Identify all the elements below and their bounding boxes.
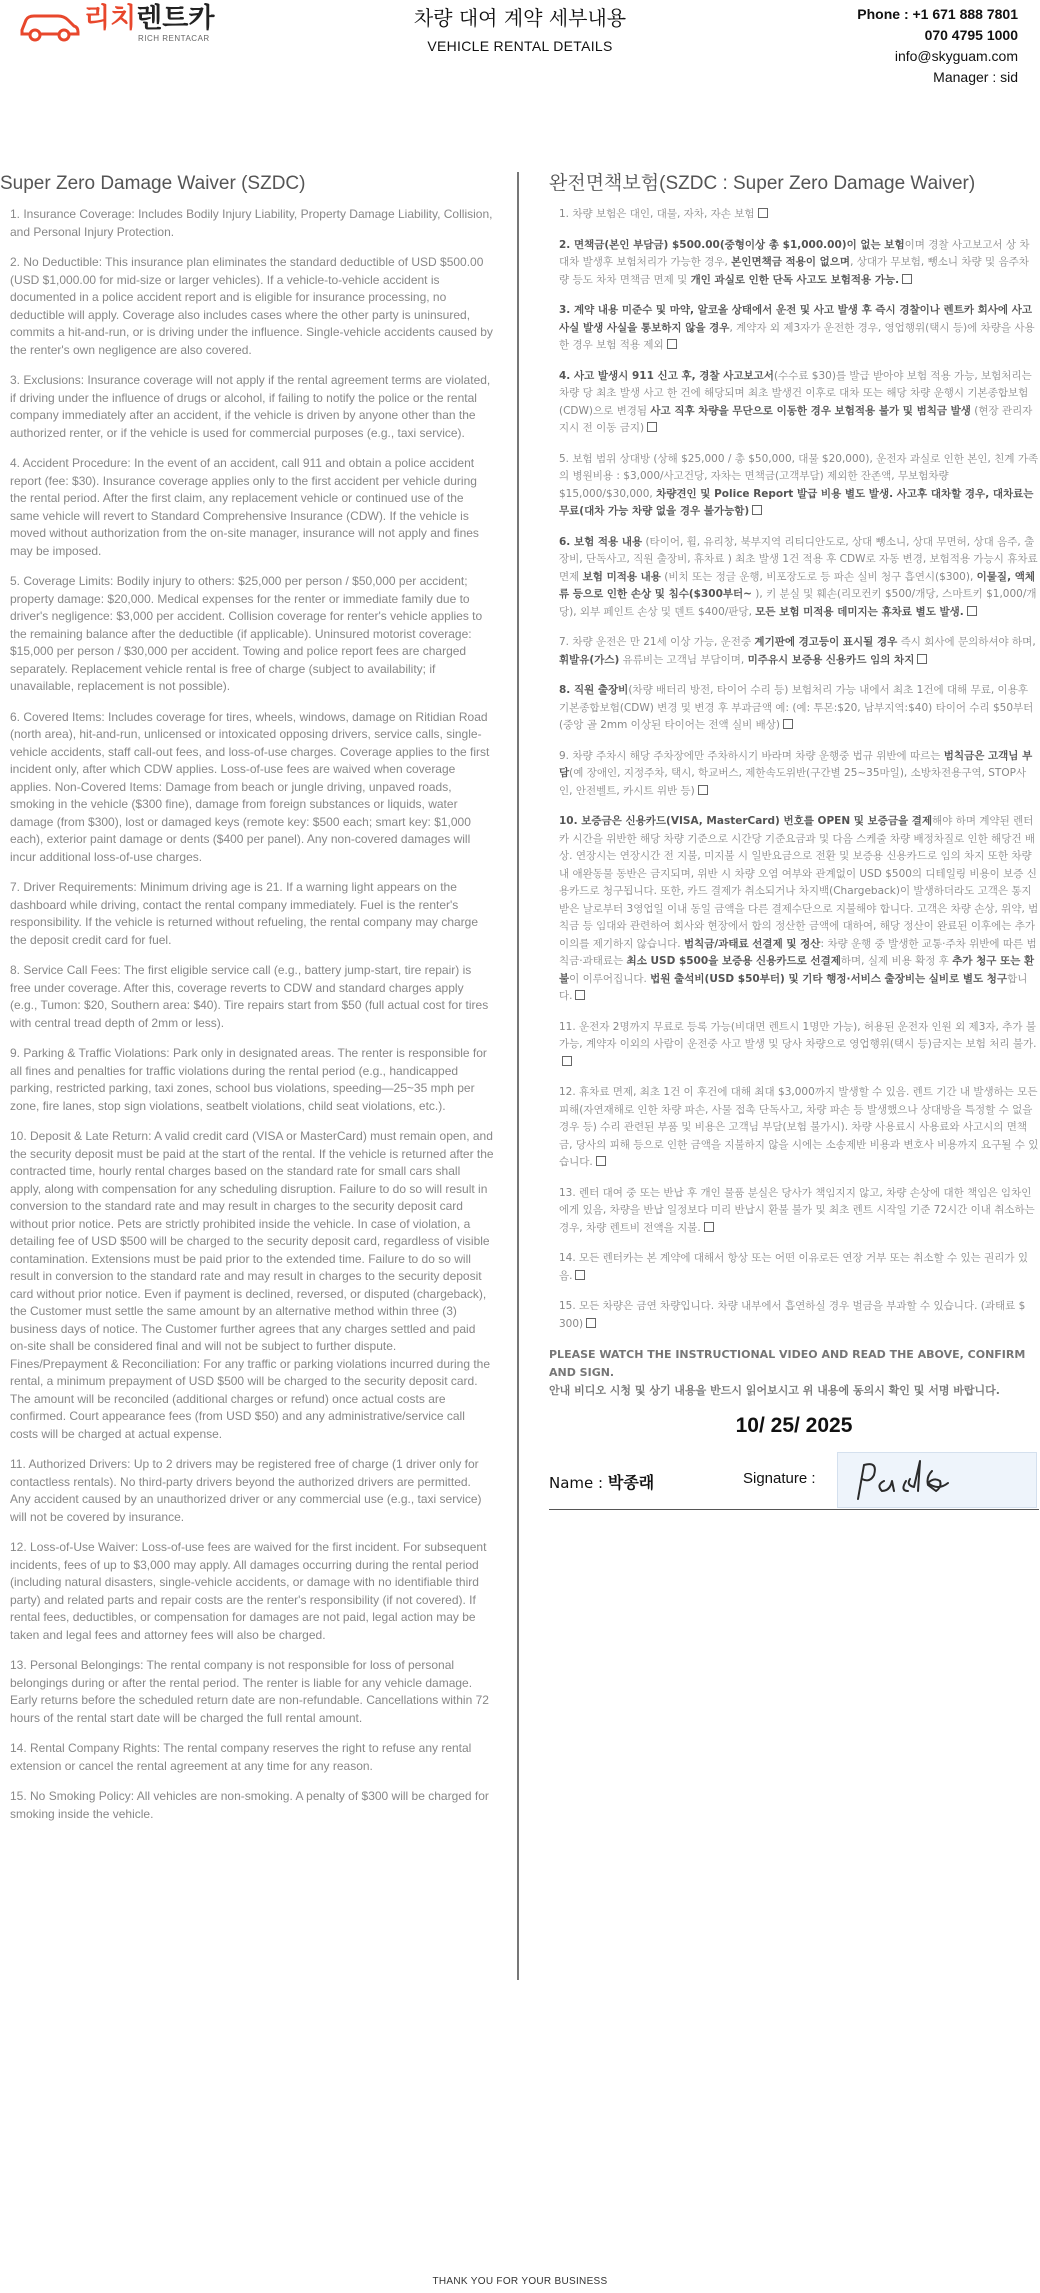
sign-notice-korean: 안내 비디오 시청 및 상기 내용을 반드시 읽어보시고 위 내용에 동의시 확인 및 서명 바랍니다. xyxy=(549,1384,1000,1397)
contract-date: 10/ 25/ 2025 xyxy=(735,1414,853,1437)
sign-notice xyxy=(549,1346,1039,1400)
agree-checkbox[interactable] xyxy=(704,1222,714,1232)
term-paragraph: 6. Covered Items: Includes coverage for tires, wheels, windows, damage on Ritidian Road (north area), hit-and-run, unlicensed or intoxicated opposing drivers, service calls, single-vehicle accidents, staff call-out fees, and loss-of-use charges. Coverage applies to the first incident only, after which CDW applies. Loss-of-use fees are waived when coverage applies. Non-Covered Items: Damage from beach or jungle driving, unpaved roads, smoking in the vehicle ($300 fine), damage from foreign substances or liquids, water damage (from $300), lost or damaged keys (remote key: $500 each; smart key: $1,000 each), exterior paint damage or dents ($400 per panel). Any non-covered damages will incur additional loss-of-use charges. xyxy=(10,709,490,864)
term-text: 하며, 실제 비용 확정 후 xyxy=(840,955,953,967)
agree-checkbox[interactable] xyxy=(647,422,657,432)
term-paragraph-ko xyxy=(559,206,1039,224)
term-bold: 4. 사고 발생시 911 신고 후, 경찰 사고보고서 xyxy=(559,369,774,382)
term-bold: 휘발유(가스) xyxy=(559,653,620,666)
header xyxy=(0,0,1040,100)
term-paragraph: 12. Loss-of-Use Waiver: Loss-of-use fees are waived for the first incident. For subsequent incidents, fees of up to $3,000 may apply. All damages occurring during the rental period (including natural disasters, single-vehicle accidents, or damage with no identifiable third party) and related parts and repair costs are the renter's responsibility (if not covered). If rental fees, deductibles, or compensation for damages are not paid, legal action may be taken and legal fees and attorney fees will also be charged. xyxy=(10,1540,487,1642)
term-text: 14. 모든 렌터카는 본 계약에 대해서 항상 또는 어떤 이유로든 연장 거부 또는 취소할 수 있는 권리가 있음. xyxy=(559,1252,1029,1282)
term-paragraph: 4. Accident Procedure: In the event of an accident, call 911 and obtain a police accident report (fee: $30). Insurance coverage applies only to the first accident per vehicle during the rental period. After the first claim, any replacement vehicle or continued use of the same vehicle will revert to Standard Comprehensive Insurance (CDW). If the vehicle is moved without authorization from the on-site manager, insurance will not apply and fines may be imposed. xyxy=(10,456,479,558)
company-logo xyxy=(18,4,238,44)
term-paragraph-ko xyxy=(559,748,1039,801)
term-bold: 8. 직원 출장비 xyxy=(559,684,629,696)
term-paragraph-ko xyxy=(559,1019,1039,1072)
term-text: 13. 렌터 대여 중 또는 반납 후 개인 물품 분실은 당사가 책임지지 않고, 차량 손상에 대한 책임은 임차인에게 있음, 차량을 반납 일정보다 미리 반납시 환불 불가 및 최초 렌트 시작일 기준 72시간 이내 취소하는 경우, 차량 렌트비 전액을 지불. xyxy=(559,1186,1035,1234)
term-text: 합니다. xyxy=(559,972,1028,1002)
term-text: 9. 차량 주차시 해당 주차장에만 주차하시기 바라며 차량 운행중 법규 위반에 따르는 xyxy=(559,749,944,762)
term-paragraph: 13. Personal Belongings: The rental company is not responsible for loss of personal belongings during or after the rental period. The renter is liable for any vehicle damage. Early returns before the scheduled return date are non-refundable. Cancellations within 72 hours of the rental start date will be charged the full rental amount. xyxy=(10,1658,489,1725)
agree-checkbox[interactable] xyxy=(667,339,677,349)
brand-name-dark: 렌트카 xyxy=(136,3,215,34)
term-text: 이며 경찰 사고보고서 상 차대차 발생후 보험처리가 가능한 경우, xyxy=(559,238,1030,268)
agree-checkbox[interactable] xyxy=(783,719,793,729)
term-paragraph-ko xyxy=(559,813,1039,1006)
signature-label: Signature : xyxy=(743,1470,816,1487)
term-text: , 계약자 외 제3자가 운전한 경우, 영업행위(택시 등)에 차량을 사용한 경우 보험 적용 제외 xyxy=(559,321,1035,351)
term-text: 이 이루어집니다. xyxy=(569,972,651,985)
term-text: : 차량 운행 중 발생한 교통·주차 위반에 따른 범칙금·과태료는 xyxy=(559,937,1037,967)
term-text: (현장 관리자 지시 전 이동 금지) xyxy=(559,404,1033,434)
term-paragraph-ko xyxy=(559,1298,1039,1333)
agree-checkbox[interactable] xyxy=(752,505,762,515)
term-bold: 범칙금/과태료 선결제 및 정산 xyxy=(683,937,821,950)
term-bold: 법원 출석비(USD $50부터) 및 기타 행정·서비스 출장비는 실비로 별도 청구 xyxy=(650,972,1008,985)
agree-checkbox[interactable] xyxy=(902,274,912,284)
term-paragraph: 2. No Deductible: This insurance plan eliminates the standard deductible of USD $500.00 (USD $1,000.00 for mid-size or larger vehicles). If a vehicle-to-vehicle accident is documented in a police accident report and is eligible for insurance processing, no deductible will apply. Coverage also includes cases where the other party is uninsured, commits a hit-and-run, or is driving under the influence. Single-vehicle accidents caused by the renter's own negligence are also covered. xyxy=(10,255,493,357)
agree-checkbox[interactable] xyxy=(575,1270,585,1280)
page-title-block xyxy=(320,4,720,54)
term-text: 즉시 회사에 문의하셔야 하며, xyxy=(897,636,1036,648)
term-paragraph: 14. Rental Company Rights: The rental company reserves the right to refuse any rental extension or cancel the rental agreement at any time for any reason. xyxy=(10,1741,472,1773)
term-bold: 추가 청구 또는 환불 xyxy=(559,955,1035,985)
agree-checkbox[interactable] xyxy=(758,208,768,218)
term-paragraph-ko xyxy=(559,1084,1039,1172)
brand-name-english: RICH RENTACAR xyxy=(138,34,210,43)
signature-row xyxy=(549,1452,1039,1510)
term-paragraph-ko xyxy=(559,302,1039,355)
term-text: 1. 차량 보험은 대인, 대물, 자차, 자손 보험 xyxy=(559,208,755,220)
term-paragraph-ko xyxy=(559,368,1039,438)
term-paragraph: 7. Driver Requirements: Minimum driving age is 21. If a warning light appears on the dashboard while driving, contact the rental company immediately. Fuel is the renter's responsibility. If the vehicle is returned without refueling, the rental company may charge the deposit credit card for fuel. xyxy=(10,880,479,947)
term-bold: 이물질, 액체류 등으로 인한 손상 및 침수($300부터~ xyxy=(559,570,1035,600)
agree-checkbox[interactable] xyxy=(575,990,585,1000)
term-bold: 차량견인 및 Police Report 발급 비용 별도 발생. 사고후 대차할 경우, 대차료는 무료(대차 가능 차량 없을 경우 불가능함) xyxy=(559,487,1034,517)
term-text: (차량 배터리 방전, 타이어 수리 등) 보험처리 가능 내에서 최초 1건에 대해 무료, 이용후 기본종합보험(CDW) 변경 및 변경 후 부과금액 예: (예: 투몬:$20, 남부지역:$40) 타이어 수리 $50부터 (중앙 골 2mm 이상된 타이어는 전액 실비 배상) xyxy=(559,684,1034,731)
brand-name-red: 리치 xyxy=(84,3,137,34)
term-bold: 6. 보험 적용 내용 xyxy=(559,535,643,548)
term-bold: 모든 보험 미적용 데미지는 휴차료 별도 발생. xyxy=(755,605,964,618)
name-label: Name : xyxy=(549,1474,604,1492)
email-address: info@skyguam.com xyxy=(894,48,1018,64)
english-section-title: Super Zero Damage Waiver (SZDC) xyxy=(0,173,306,194)
agree-checkbox[interactable] xyxy=(967,606,977,616)
term-bold: 계기판에 경고등이 표시될 경우 xyxy=(754,636,898,648)
term-paragraph: 1. Insurance Coverage: Includes Bodily Injury Liability, Property Damage Liability, Collision, and Personal Injury Protection. xyxy=(10,207,493,239)
agree-checkbox[interactable] xyxy=(917,654,927,664)
term-bold: 최소 USD $500을 보증용 신용카드로 선결제 xyxy=(626,955,841,967)
term-paragraph-ko xyxy=(559,1185,1039,1238)
page-title-korean: 차량 대여 계약 세부내용 xyxy=(413,6,627,30)
agree-checkbox[interactable] xyxy=(586,1318,596,1328)
term-text: (타이어, 휠, 유리창, 북부지역 리티디안도로, 상대 뺑소니, 상대 무면허, 상대 음주, 출장비, 단독사고, 직원 출장비, 휴차료 ) 최초 발생 1건 적용 후 CDW로 자동 변경, 보험적용 가능시 휴차료 면제 xyxy=(559,535,1038,583)
term-bold: 2. 면책금(본인 부담금) $500.00(중형이상 총 $1,000.00)이 없는 보험 xyxy=(559,238,905,251)
column-divider xyxy=(517,172,519,1980)
english-terms-column xyxy=(0,172,494,1836)
term-paragraph-ko xyxy=(559,682,1039,735)
term-bold: 범칙금은 고객님 부담 xyxy=(559,749,1033,779)
name-field xyxy=(549,1470,654,1493)
term-paragraph-ko xyxy=(559,451,1039,521)
term-text: (예 장애인, 지정주차, 택시, 학교버스, 제한속도위반(구간별 25~35마일), 소방차전용구역, STOP사인, 안전벨트, 카시트 위반 등) xyxy=(559,767,1027,797)
term-paragraph-ko xyxy=(559,237,1039,290)
term-bold: 보험 미적용 내용 xyxy=(582,570,661,583)
term-paragraph: 10. Deposit & Late Return: A valid credit card (VISA or MasterCard) must remain open, and the security deposit must be paid at the start of the rental. If the vehicle is returned after the contracted time, hourly rental charges based on the standard rate for small cars shall apply, along with compensation for any scheduling disruption. Failure to do so will result in conversion to the standard rate and may result in charges to the security deposit card without prior notice. Pets are strictly prohibited inside the vehicle. In case of violation, a detailing fee of USD $500 will be charged to the security deposit card, regardless of visible contamination. Extensions must be paid prior to the extended time. Failure to do so will result in conversion to the standard rate and may result in charges to the security deposit card without prior notice. Even if payment is declined, reversed, or disputed (chargeback), the Customer must settle the same amount by an alternative method within three (3) business days of notice. The Customer further agrees that any charges settled and paid on-site shall be considered final and will not be subject to further dispute. Fines/Prepayment & Reconciliation: For any traffic or parking violations incurred during the rental, a minimum prepayment of USD $500 will be charged to the security deposit card. The amount will be reconciled (additional charges or refund) once actual costs are confirmed. Court appearance fees (from USD $50) and any administrative/service call costs will be charged at actual expense. xyxy=(10,1129,494,1441)
name-value: 박종래 xyxy=(607,1473,655,1492)
term-bold: 사고 직후 차량을 무단으로 이동한 경우 보험적용 불가 및 범칙금 발생 xyxy=(650,404,971,417)
term-bold: 개인 과실로 인한 단독 사고도 보험적용 가능. xyxy=(690,273,900,286)
term-text: 11. 운전자 2명까지 무료로 등록 가능(비대면 렌트시 1명만 가능), 허용된 운전자 인원 외 제3자, 추가 불가능, 계약자 이외의 사람이 운전중 사고 발생 및 당사 차량으로 영업행위(택시 등)금지는 보험 처리 불가. xyxy=(559,1020,1037,1050)
agree-checkbox[interactable] xyxy=(698,785,708,795)
sign-notice-english: PLEASE WATCH THE INSTRUCTIONAL VIDEO AND READ THE ABOVE, CONFIRM AND SIGN. xyxy=(549,1348,1026,1379)
page-title-english: VEHICLE RENTAL DETAILS xyxy=(427,38,613,54)
agree-checkbox[interactable] xyxy=(596,1156,606,1166)
term-text: , 상대가 무보험, 뺑소니 차량 및 음주차량 등도 차차 면책금 면제 및 xyxy=(559,256,1029,286)
term-text: ), 키 분실 및 훼손(리모컨키 $500/개당, 스마트키 $1,000/개당), 외부 페인트 손상 및 덴트 $400/판당, xyxy=(559,588,1037,618)
term-text: 해야 하며 계약된 렌터카 시간을 위반한 해당 차량 기준으로 시간당 기준요금과 및 다음 스케줄 차량 배정차질로 인한 해당건 배상. 연장시는 연장시간 전 지불, 미지불 시 일반요금으로 전환 및 보증용 신용카드로 임의 차지 또한 차량 내 애완동물 동반은 금지되며, 위반 시 차량 오염 여부와 관계없이 USD $500의 디테일링 비용이 보증 신용카드로 청구됩니다. 또한, 카드 결제가 취소되거나 차지백(Chargeback)이 발생하더라도 고객은 통지 받은 날로부터 3영업일 이내 동일 금액을 다른 결제수단으로 지불해야 합니다. 고객은 차량 손상, 위약, 범칙금 등 임대와 관련하여 회사와 현장에서 합의 정산한 금액에 대하여, 해당 정산이 완료된 이후에는 추가 이의를 제기하지 않습니다. xyxy=(559,815,1039,950)
term-text: 15. 모든 차량은 금연 차량입니다. 차량 내부에서 흡연하실 경우 벌금을 부과할 수 있습니다. (과태료 $ 300) xyxy=(559,1300,1026,1330)
term-paragraph: 5. Coverage Limits: Bodily injury to others: $25,000 per person / $50,000 per accident; property damage: $20,000. Medical expenses for the renter or immediate family due to driver's negligence: $3,000 per accident. Collision coverage for renter's vehicle applies to the remaining balance after the deductible (if applicable). Uninsured motorist coverage: $15,000 per person / $30,000 per accident. Towing and police report fees are charged separately. Replacement vehicle rental is free of charge (subject to availability; if unavailable, replacement is not possible). xyxy=(10,574,483,693)
term-text: 7. 차량 운전은 만 21세 이상 가능, 운전중 xyxy=(559,636,755,648)
term-paragraph-ko xyxy=(559,634,1039,669)
term-bold: 10. 보증금은 신용카드(VISA, MasterCard) 번호를 OPEN 및 보증금을 결제 xyxy=(559,815,933,827)
car-logo-icon xyxy=(18,6,80,42)
phone-number: Phone : +1 671 888 7801 xyxy=(857,6,1018,22)
korean-terms-column xyxy=(549,172,1039,1510)
term-text: 5. 보험 범위 상대방 (상해 $25,000 / 총 $50,000, 대물 $20,000), 운전자 과실로 인한 본인, 친계 가족의 병원비용 : $3,000/사고건당, 자차는 면책금(고객부담) 제외한 잔존액, 무보험차량 $15,000/$30,000, xyxy=(559,452,1039,500)
signature-pad[interactable] xyxy=(837,1452,1037,1508)
term-paragraph-ko xyxy=(559,534,1039,622)
manager-name: Manager : sid xyxy=(933,69,1018,85)
term-text: 12. 휴차료 면제, 최초 1건 이 후건에 대해 최대 $3,000까지 발생할 수 있음. 렌트 기간 내 발생하는 모든 피해(자연재해로 인한 차량 파손, 사물 접촉 단독사고, 차량 파손 등 발생했으나 상대방을 특정할 수 없을 경우 등) 수리 관련된 부품 및 비용은 고객님 부담(보험 불가시). 차량 사용료시 사용료와 사고시의 면책금, 당사의 피해 등으로 인한 금액을 지불하지 않을 시에는 소송제반 비용과 변호사 비용까지 요구될 수 있습니다. xyxy=(559,1086,1039,1168)
term-paragraph: 3. Exclusions: Insurance coverage will not apply if the rental agreement terms are violated, if driving under the influence of drugs or alcohol, if failing to notify the police or the rental company immediately after an accident, if the vehicle is driven by anyone other than the authorized renter, or if the vehicle is used for commercial purposes (e.g., taxi service). xyxy=(10,373,491,440)
phone-number-korea: 070 4795 1000 xyxy=(924,27,1018,43)
term-paragraph: 11. Authorized Drivers: Up to 2 drivers may be registered free of charge (1 driver only for contactless rentals). No third-party drivers beyond the authorized drivers are permitted. Any accident caused by an unauthorized driver or any commercial use (e.g., taxi service) will not be covered by insurance. xyxy=(10,1457,482,1524)
term-paragraph-ko xyxy=(559,1250,1039,1285)
korean-section-title: 완전면책보험(SZDC : Super Zero Damage Waiver) xyxy=(549,173,976,194)
term-text: 유류비는 고객님 부담이며, xyxy=(619,653,748,666)
term-paragraph: 8. Service Call Fees: The first eligible service call (e.g., battery jump-start, tire repair) is free under coverage. After this, coverage reverts to CDW and standard charges apply (e.g., Tumon: $20, Southern area: $40). Tire repairs start from $50 (full actual cost for tires with central tread depth of 2mm or less). xyxy=(10,963,489,1030)
term-bold: 미주유시 보증용 신용카드 임의 차지 xyxy=(747,653,915,666)
brand-name-korean xyxy=(84,4,214,34)
term-bold: 3. 계약 내용 미준수 및 마약, 알코올 상태에서 운전 및 사고 발생 후 즉시 경찰이나 렌트카 회사에 사고 사실 발생 사실을 통보하지 않을 경우 xyxy=(559,304,1033,334)
handwritten-signature xyxy=(848,1457,1028,1505)
agree-checkbox[interactable] xyxy=(562,1056,572,1066)
term-paragraph: 9. Parking & Traffic Violations: Park only in designated areas. The renter is responsible for all fines and penalties for traffic violations during the rental period (e.g., handicapped parking, restricted parking, taxi zones, school bus violations, speeding—25~35 mph per zone, fire lanes, stop sign violations, seatbelt violations, child seat violations, etc.). xyxy=(10,1046,487,1113)
contact-info xyxy=(857,4,1018,88)
term-text: (수수료 $30)를 발급 받아야 보험 적용 가능, 보험처리는 차량 당 최초 발생 사고 한 건에 해당되며 최초 발생건 이후로 대차 또는 해당 차량 운행시 기본종합보험(CDW)으로 변경됨 xyxy=(559,369,1032,417)
term-paragraph: 15. No Smoking Policy: All vehicles are non-smoking. A penalty of $300 will be charged for smoking inside the vehicle. xyxy=(10,1789,489,1821)
term-bold: 본인면책금 적용이 없으며 xyxy=(731,256,851,268)
term-text: (비치 또는 정글 운행, 비포장도로 등 파손 실비 청구 흡연시($300), xyxy=(660,570,977,583)
footer-thanks: THANK YOU FOR YOUR BUSINESS xyxy=(432,2276,608,2287)
